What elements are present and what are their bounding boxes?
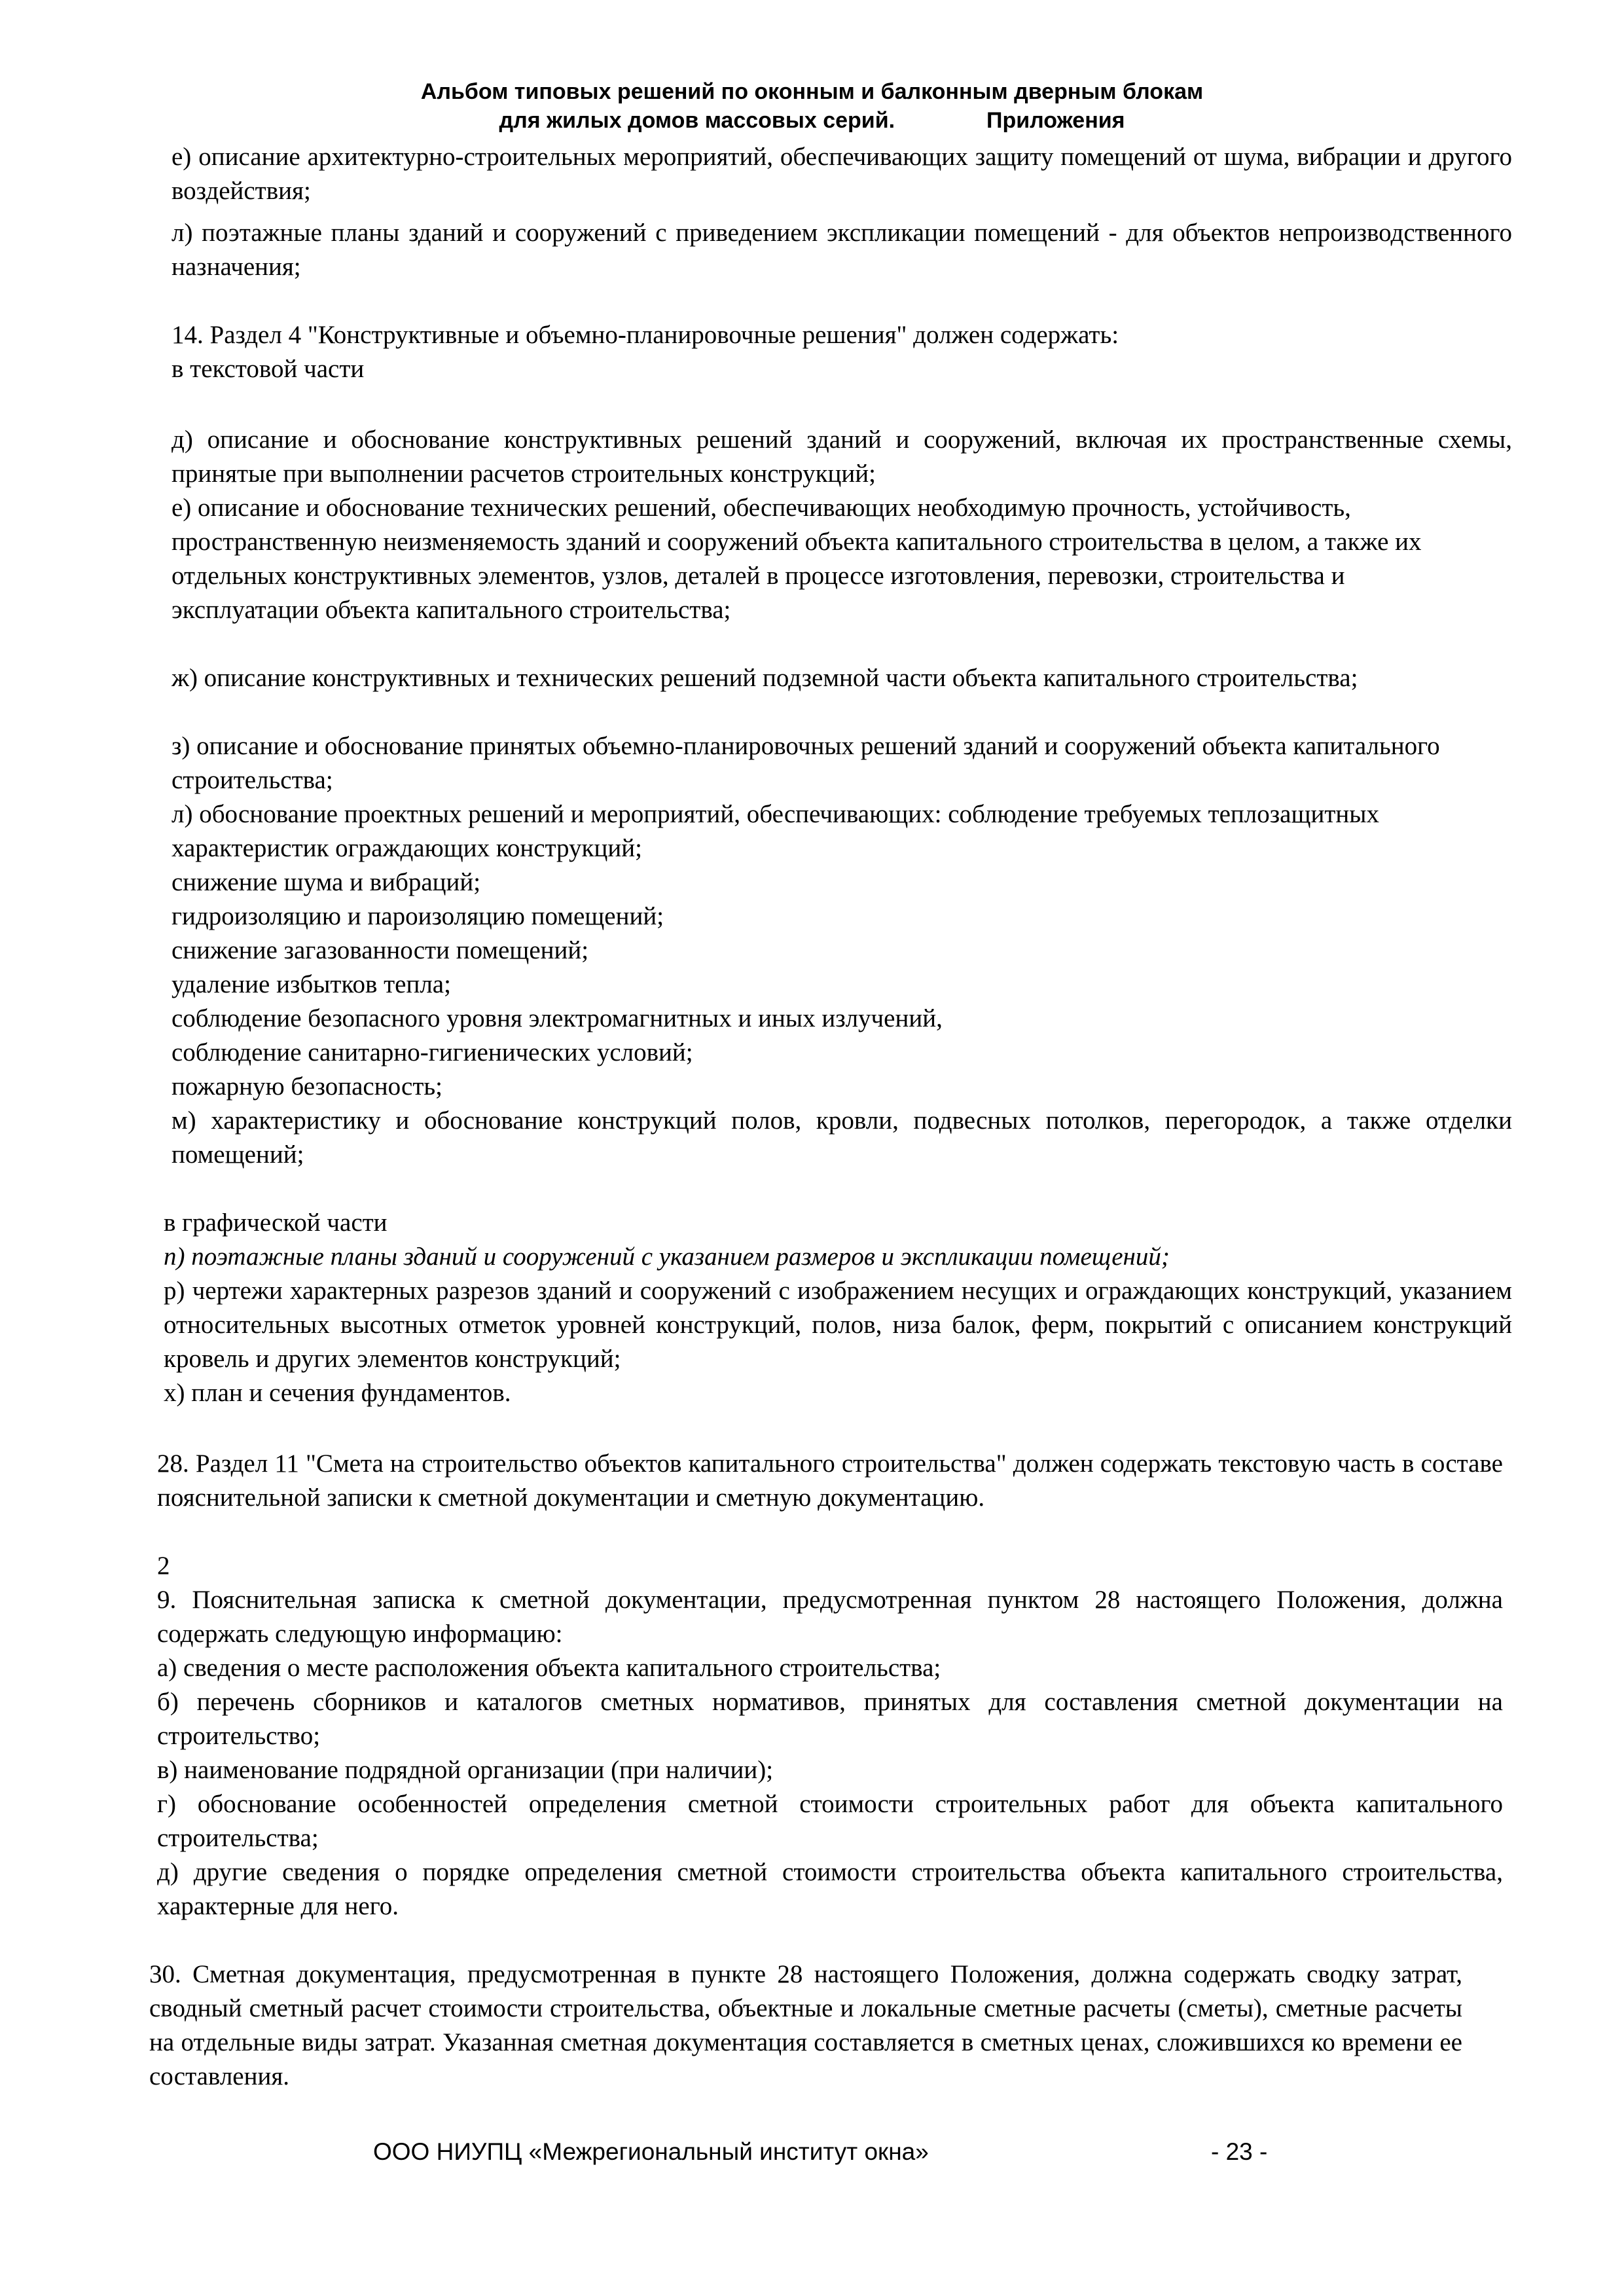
list-item-heat: удаление избытков тепла; xyxy=(171,970,451,998)
item-g-specifics: г) обоснование особенностей определения сметной стоимости строительных работ для объекта капитального строительства; xyxy=(157,1790,1503,1852)
list-item-waterproofing: гидроизоляцию и пароизоляцию помещений; xyxy=(171,902,664,930)
item-z-space-planning: з) описание и обоснование принятых объемно-планировочных решений зданий и сооружений объекта капитального строительства; xyxy=(171,732,1440,794)
page-number: - 23 - xyxy=(1211,2138,1268,2165)
section-29-intro: 9. Пояснительная записка к сметной документации, предусмотренная пунктом 28 настоящего Положения, должна содержать следующую информацию: xyxy=(157,1586,1503,1648)
list-item-radiation: соблюдение безопасного уровня электромагнитных и иных излучений, xyxy=(171,1004,943,1032)
item-r-section-drawings: р) чертежи характерных разрезов зданий и сооружений с изображением несущих и ограждающих конструкций, указанием относительных высотных отметок уровней конструкций, полов, низа балок, ферм, покрытий с описанием конструкций кровель и других элементов конструкций; xyxy=(164,1277,1512,1373)
list-item-fire-safety: пожарную безопасность; xyxy=(171,1072,443,1101)
item-kh-foundations: х) план и сечения фундаментов. xyxy=(164,1379,511,1407)
section-30-estimate-docs: 30. Сметная документация, предусмотренная в пункте 28 настоящего Положения, должна содержать сводку затрат, сводный сметный расчет стоимости строительства, объектные и локальные сметные расчеты (сметы), сметные расчеты на отдельные виды затрат. Указанная сметная документация составляется в сметных ценах, сложившихся ко времени ее составления. xyxy=(149,1960,1462,2090)
item-p-floor-plans: п) поэтажные планы зданий и сооружений с указанием размеров и экспликации помещений; xyxy=(164,1243,1170,1271)
item-b-catalogs: б) перечень сборников и каталогов сметных нормативов, принятых для составления сметной документации на строительство; xyxy=(157,1688,1503,1750)
item-d-other-info: д) другие сведения о порядке определения сметной стоимости строительства объекта капитального строительства, характерные для него. xyxy=(157,1858,1503,1920)
section-14-title: 14. Раздел 4 "Конструктивные и объемно-планировочные решения" должен содержать: xyxy=(171,321,1119,349)
item-zh-underground: ж) описание конструктивных и технических решений подземной части объекта капитального строительства; xyxy=(171,664,1358,692)
item-l-floor-plans: л) поэтажные планы зданий и сооружений с приведением экспликации помещений - для объектов непроизводственного назначения; xyxy=(171,219,1512,281)
list-item-sanitary: соблюдение санитарно-гигиенических условий; xyxy=(171,1038,693,1066)
list-item-gas: снижение загазованности помещений; xyxy=(171,936,589,964)
section-28-estimate: 28. Раздел 11 "Смета на строительство объектов капитального строительства" должен содержать текстовую часть в составе пояснительной записки к сметной документации и сметную документацию. xyxy=(157,1449,1503,1512)
item-e-noise-protection: е) описание архитектурно-строительных мероприятий, обеспечивающих защиту помещений от шума, вибрации и другого воздействия; xyxy=(171,143,1512,205)
album-subtitle xyxy=(0,106,1624,135)
stray-digit: 2 xyxy=(157,1552,170,1580)
text-part-heading: в текстовой части xyxy=(171,355,365,383)
item-m-floors-roofs: м) характеристику и обоснование конструкций полов, кровли, подвесных потолков, перегородок, а также отделки помещений; xyxy=(171,1106,1512,1169)
item-d-structural-solutions: д) описание и обоснование конструктивных решений зданий и сооружений, включая их пространственные схемы, принятые при выполнении расчетов строительных конструкций; xyxy=(171,426,1512,488)
item-l-heat-protection: л) обоснование проектных решений и мероприятий, обеспечивающих: соблюдение требуемых теплозащитных характеристик ограждающих конструкций; xyxy=(171,800,1379,862)
item-e-technical-solutions: е) описание и обоснование технических решений, обеспечивающих необходимую прочность, устойчивость, пространственную неизменяемость зданий и сооружений объекта капитального строительства в целом, а также их отдельных конструктивных элементов, узлов, деталей в процессе изготовления, перевозки, строительства и эксплуатации объекта капитального строительства; xyxy=(171,494,1422,624)
list-item-noise: снижение шума и вибраций; xyxy=(171,868,481,896)
graphic-part-heading: в графической части xyxy=(164,1209,388,1237)
appendix-label: Приложения xyxy=(986,108,1125,133)
album-title: Альбом типовых решений по оконным и балконным дверным блокам xyxy=(420,79,1204,104)
item-a-location: а) сведения о месте расположения объекта капитального строительства; xyxy=(157,1654,941,1682)
footer-organization: ООО НИУПЦ «Межрегиональный институт окна» xyxy=(373,2138,929,2165)
item-v-contractor: в) наименование подрядной организации (при наличии); xyxy=(157,1756,774,1784)
album-series: для жилых домов массовых серий. xyxy=(499,108,895,133)
